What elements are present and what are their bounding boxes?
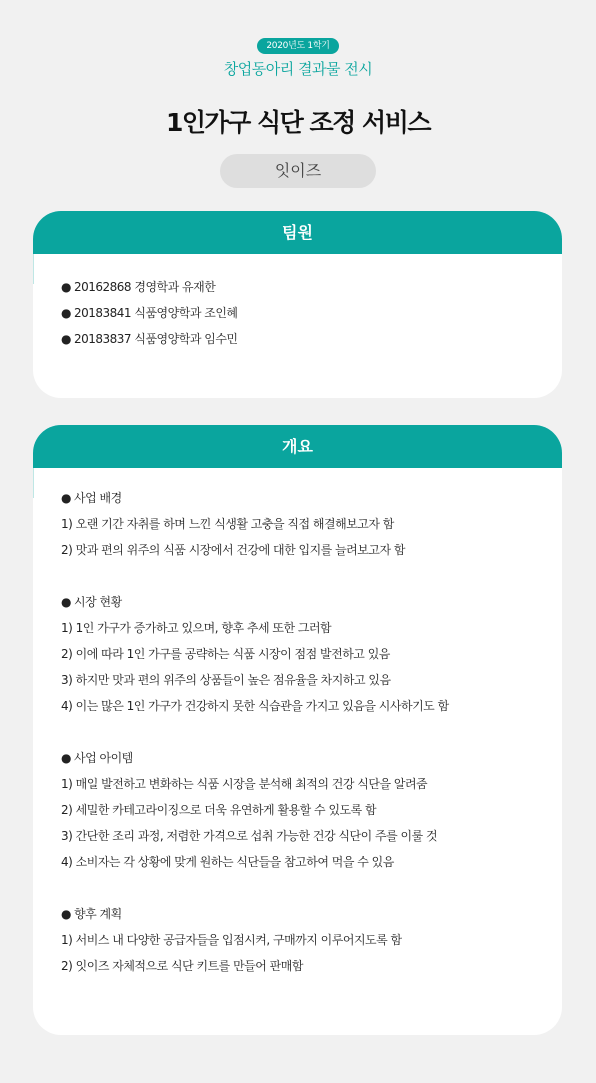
bullet-icon: ● xyxy=(61,595,71,609)
team-card xyxy=(33,211,562,398)
team-list xyxy=(33,254,562,372)
overview-card xyxy=(33,425,562,1035)
list-item: 2) 잇이즈 자체적으로 식단 키트를 만들어 판매함 xyxy=(61,959,303,973)
list-item: 3) 간단한 조리 과정, 저렴한 가격으로 섭취 가능한 건강 식단이 주를 이룰 것 xyxy=(61,829,438,843)
section-title-item: ● 사업 아이템 xyxy=(61,745,534,771)
section-title-plan: ● 향후 계획 xyxy=(61,901,534,927)
list-item: 1) 오랜 기간 자취를 하며 느낀 식생활 고충을 직접 해결해보고자 함 xyxy=(61,517,394,531)
team-member: ● 20162868 경영학과 유재한 xyxy=(61,274,534,300)
list-item: 2) 맛과 편의 위주의 식품 시장에서 건강에 대한 입지를 늘려보고자 함 xyxy=(61,543,405,557)
overview-body xyxy=(33,468,562,999)
list-item: 3) 하지만 맛과 편의 위주의 상품들이 높은 점유율을 차지하고 있음 xyxy=(61,673,391,687)
list-item: 2) 이에 따라 1인 가구를 공략하는 식품 시장이 점점 발전하고 있음 xyxy=(61,647,390,661)
semester-badge: 2020년도 1학기 xyxy=(257,38,339,54)
list-item: 4) 소비자는 각 상황에 맞게 원하는 식단들을 참고하여 먹을 수 있음 xyxy=(61,855,394,869)
page-title: 1인가구 식단 조정 서비스 xyxy=(165,108,430,137)
brand-name-pill: 잇이즈 xyxy=(220,154,376,188)
bullet-icon: ● xyxy=(61,332,71,346)
section-title-market: ● 시장 현황 xyxy=(61,589,534,615)
bullet-icon: ● xyxy=(61,491,71,505)
bullet-icon: ● xyxy=(61,751,71,765)
list-item: 4) 이는 많은 1인 가구가 건강하지 못한 식습관을 가지고 있음을 시사하기도 함 xyxy=(61,699,449,713)
list-item: 1) 매일 발전하고 변화하는 식품 시장을 분석해 최적의 건강 식단을 알려줌 xyxy=(61,777,428,791)
list-item: 1) 1인 가구가 증가하고 있으며, 향후 추세 또한 그러함 xyxy=(61,621,332,635)
team-member: ● 20183837 식품영양학과 임수민 xyxy=(61,326,534,352)
list-item: 2) 세밀한 카테고라이징으로 더욱 유연하게 활용할 수 있도록 함 xyxy=(61,803,377,817)
team-member: ● 20183841 식품영양학과 조인혜 xyxy=(61,300,534,326)
bullet-icon: ● xyxy=(61,907,71,921)
overview-heading: 개요 xyxy=(33,425,562,468)
bullet-icon: ● xyxy=(61,306,71,320)
team-heading: 팀원 xyxy=(33,211,562,254)
bullet-icon: ● xyxy=(61,280,71,294)
section-title-background: ● 사업 배경 xyxy=(61,485,534,511)
exhibit-title: 창업동아리 결과물 전시 xyxy=(223,60,373,78)
list-item: 1) 서비스 내 다양한 공급자들을 입점시켜, 구매까지 이루어지도록 함 xyxy=(61,933,402,947)
